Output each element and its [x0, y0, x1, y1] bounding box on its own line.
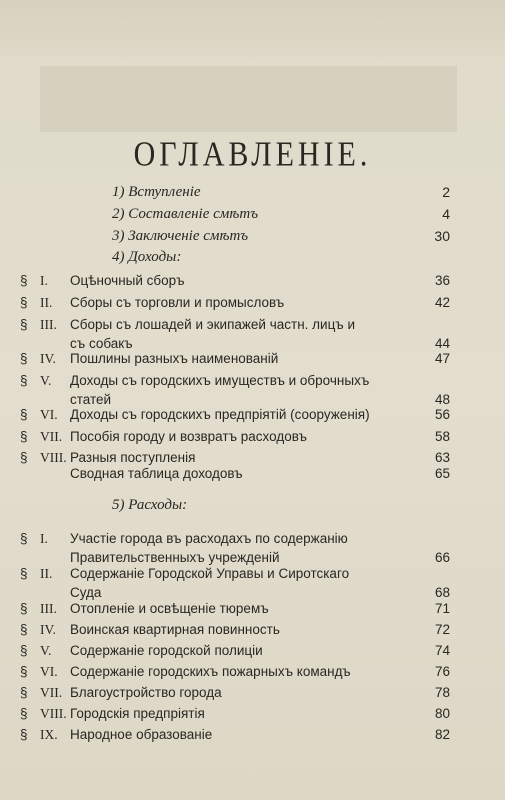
toc-entry-label: 4) Доходы:	[112, 249, 182, 265]
section-text: Содержаніе Городской Управы и Сиротскаго	[70, 566, 350, 581]
section-text: Отопленіе и освѣщеніе тюремъ	[70, 601, 269, 616]
section-text: Доходы съ городскихъ имуществъ и оброчныхъ	[70, 373, 370, 388]
section-number: V.	[40, 643, 52, 658]
section-page: 63	[434, 450, 450, 465]
section-text: Сборы съ лошадей и экипажей частн. лицъ и	[70, 317, 356, 332]
section-text: Суда	[70, 585, 102, 600]
summary-entry	[70, 463, 450, 485]
section-mark: §	[20, 450, 28, 465]
section-number: VI.	[40, 664, 58, 679]
section-number: III.	[40, 601, 57, 616]
section-text: Воинская квартирная повинность	[70, 622, 280, 637]
section-text: Народное образованіе	[70, 727, 213, 742]
section-page: 68	[434, 585, 450, 600]
toc-entry	[112, 203, 450, 225]
section-page: 76	[434, 664, 450, 679]
toc-entry-label: 1) Вступленіе	[112, 184, 201, 200]
section-text: Городскія предпріятія	[70, 706, 205, 721]
summary-page: 65	[434, 466, 450, 481]
section-page: 80	[434, 706, 450, 721]
section-number: VIII.	[40, 706, 67, 721]
section-text: Благоустройство города	[70, 685, 222, 700]
section-mark: §	[20, 685, 28, 700]
toc-entry-page: 4	[442, 206, 450, 222]
toc-entry-label: 2) Составленіе смѣтъ	[112, 206, 258, 222]
section-number: IX.	[40, 727, 58, 742]
section-page: 66	[434, 550, 450, 565]
summary-label: Сводная таблица доходовъ	[70, 466, 243, 481]
section-mark: §	[20, 317, 28, 332]
section-page: 48	[434, 392, 450, 407]
section-number: VII.	[40, 685, 63, 700]
section-page: 42	[434, 295, 450, 310]
section-number: IV.	[40, 351, 56, 366]
section-number: I.	[40, 273, 48, 288]
section-page: 47	[434, 351, 450, 366]
section-mark: §	[20, 643, 28, 658]
section-text: Содержаніе городской полиціи	[70, 643, 263, 658]
section-text: Сборы съ торговли и промысловъ	[70, 295, 285, 310]
toc-entry	[112, 181, 450, 203]
section-mark: §	[20, 373, 28, 388]
section-mark: §	[20, 664, 28, 679]
section-number: VII.	[40, 429, 63, 444]
toc-entry	[112, 246, 450, 268]
section-text: Пошлины разныхъ наименованій	[70, 351, 279, 366]
section-page: 71	[434, 601, 450, 616]
section-number: V.	[40, 373, 52, 388]
section-text: Участіе города въ расходахъ по содержанію	[70, 531, 348, 546]
section-page: 56	[434, 407, 450, 422]
section-number: II.	[40, 295, 53, 310]
section-number: I.	[40, 531, 48, 546]
section-page: 74	[434, 643, 450, 658]
section-page: 78	[434, 685, 450, 700]
section-text: Содержаніе городскихъ пожарныхъ командъ	[70, 664, 351, 679]
section-text: статей	[70, 392, 112, 407]
section-mark: §	[20, 351, 28, 366]
section-number: VI.	[40, 407, 58, 422]
section-number: IV.	[40, 622, 56, 637]
section-number: VIII.	[40, 450, 67, 465]
section-mark: §	[20, 531, 28, 546]
expenses-heading: 5) Расходы:	[112, 497, 188, 513]
section-mark: §	[20, 407, 28, 422]
section-number: III.	[40, 317, 57, 332]
section-text: Доходы съ городскихъ предпріятій (сооруженія)	[70, 407, 370, 422]
section-number: II.	[40, 566, 53, 581]
section-mark: §	[20, 429, 28, 444]
section-page: 82	[434, 727, 450, 742]
section-text: Разныя поступленія	[70, 450, 196, 465]
toc-entry-page: 2	[442, 184, 450, 200]
section-page: 36	[434, 273, 450, 288]
section-text: Правительственныхъ учрежденій	[70, 550, 280, 565]
section-page: 58	[434, 429, 450, 444]
toc-entry-label: 3) Заключеніе смѣтъ	[112, 228, 249, 244]
section-mark: §	[20, 622, 28, 637]
section-text: Пособія городу и возвратъ расходовъ	[70, 429, 307, 444]
header-shade	[40, 66, 457, 132]
section-mark: §	[20, 295, 28, 310]
toc-entry	[112, 225, 450, 247]
section-mark: §	[20, 273, 28, 288]
section-mark: §	[20, 566, 28, 581]
section-text: Оцѣночный сборъ	[70, 273, 185, 288]
section-text: съ собакъ	[70, 336, 133, 351]
section-mark: §	[20, 601, 28, 616]
section-page: 44	[434, 336, 450, 351]
section-mark: §	[20, 706, 28, 721]
page-title: ОГЛАВЛЕНІЕ.	[133, 135, 372, 174]
section-page: 72	[434, 622, 450, 637]
toc-entry-page: 30	[434, 228, 450, 244]
section-mark: §	[20, 727, 28, 742]
